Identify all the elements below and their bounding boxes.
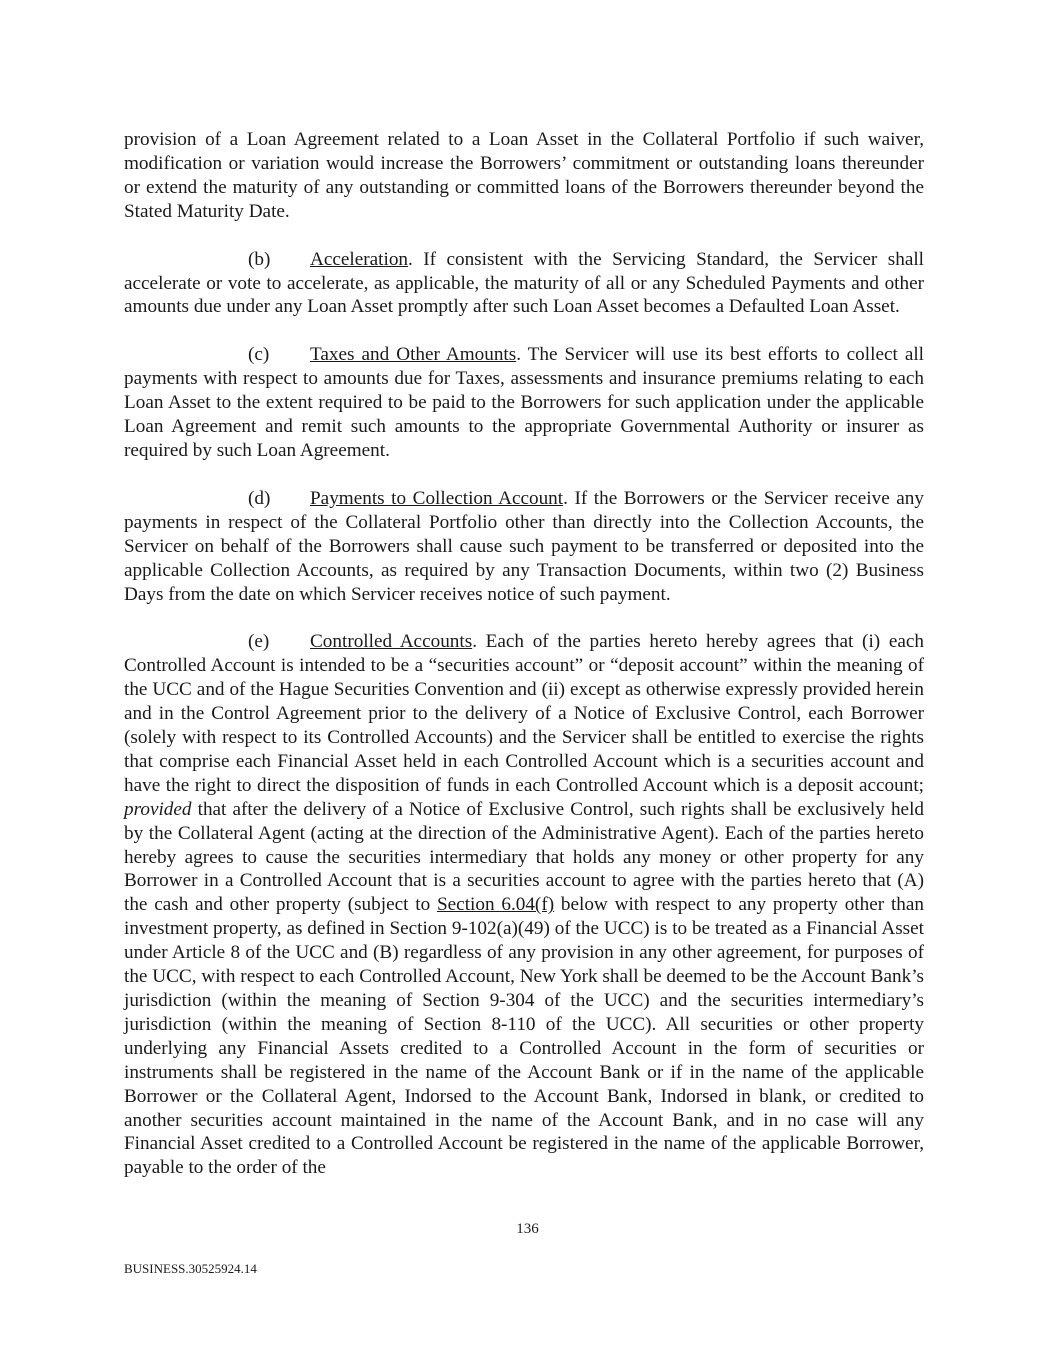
paragraph-payments [124,487,924,607]
paragraph-text: . If consistent with the Servicing Standard, the Servicer shall accelerate or vote to accelerate, as applicable, the maturity of all or any Scheduled Payments and other amounts due under any Loan Asset promptly after such Loan Asset becomes a Defaulted Loan Asset. [124,248,924,318]
document-page [124,128,924,1204]
paragraph-text: that after the delivery of a Notice of Exclusive Control, such rights shall be exclusively held by the Collateral Agent (acting at the direction of the Administrative Agent). Each of the parties hereto hereby agrees to cause the securities intermediary that holds any money or other property for any Borrower in a Controlled Account that is a securities account to agree with the parties hereto that (A) the cash and other property (subject to [124,798,924,916]
paragraph-continuation: provision of a Loan Agreement related to a Loan Asset in the Collateral Portfolio if such waiver, modification or variation would increase the Borrowers’ commitment or outstanding loans thereunder or extend the maturity of any outstanding or committed loans of the Borrowers thereunder beyond the Stated Maturity Date. [124,129,924,222]
page-number: 136 [516,1221,539,1237]
section-heading: Payments to Collection Account [310,487,564,509]
section-label: (c) [248,344,270,366]
paragraph-taxes [124,343,924,463]
paragraph-text: below with respect to any property other than investment property, as defined in Section 9-102(a)(49) of the UCC) is to be treated as a Financial Asset under Article 8 of the UCC and (B) regardless of any provision in any other agreement, for purposes of the UCC, with respect to each Controlled Account, New York shall be deemed to be the Account Bank’s jurisdiction (within the meaning of Section 9-304 of the UCC) and the securities intermediary’s jurisdiction (within the meaning of Section 8-110 of the UCC). All securities or other property underlying any Financial Assets credited to a Controlled Account in the form of securities or instruments shall be registered in the name of the Account Bank or if in the name of the applicable Borrower or the Collateral Agent, Indorsed to the Account Bank, Indorsed in blank, or credited to another securities account maintained in the name of the Account Bank, and in no case will any Financial Asset credited to a Controlled Account be registered in the name of the applicable Borrower, payable to the order of the [124,894,924,1179]
section-heading: Acceleration [310,248,409,270]
section-heading: Controlled Accounts [310,631,473,653]
italic-term: provided [124,798,192,820]
section-label: (e) [248,631,270,653]
section-reference-link[interactable]: Section 6.04(f) [436,894,555,916]
paragraph-acceleration [124,248,924,320]
section-heading: Taxes and Other Amounts [310,344,517,366]
section-label: (b) [248,248,271,270]
paragraph-controlled-accounts [124,630,924,1180]
paragraph-text: . The Servicer will use its best efforts to collect all payments with respect to amounts due for Taxes, assessments and insurance premiums relating to each Loan Asset to the extent required to be paid to the Borrowers for such application under the applicable Loan Agreement and remit such amounts to the appropriate Governmental Authority or insurer as required by such Loan Agreement. [124,344,924,461]
document-id: BUSINESS.30525924.14 [124,1261,257,1276]
section-label: (d) [248,487,271,509]
paragraph-text: . Each of the parties hereto hereby agrees that (i) each Controlled Account is intended to be a “securities account” or “deposit account” within the meaning of the UCC and of the Hague Securities Convention and (ii) except as otherwise expressly provided herein and in the Control Agreement prior to the delivery of a Notice of Exclusive Control, each Borrower (solely with respect to its Controlled Accounts) and the Servicer shall be entitled to exercise the rights that comprise each Financial Asset held in each Controlled Account which is a securities account and have the right to direct the disposition of funds in each Controlled Account which is a deposit account; [124,631,925,796]
paragraph-text: . If the Borrowers or the Servicer receive any payments in respect of the Collateral Portfolio other than directly into the Collection Accounts, the Servicer on behalf of the Borrowers shall cause such payment to be transferred or deposited into the applicable Collection Accounts, as required by any Transaction Documents, within two (2) Business Days from the date on which Servicer receives notice of such payment. [124,487,924,605]
